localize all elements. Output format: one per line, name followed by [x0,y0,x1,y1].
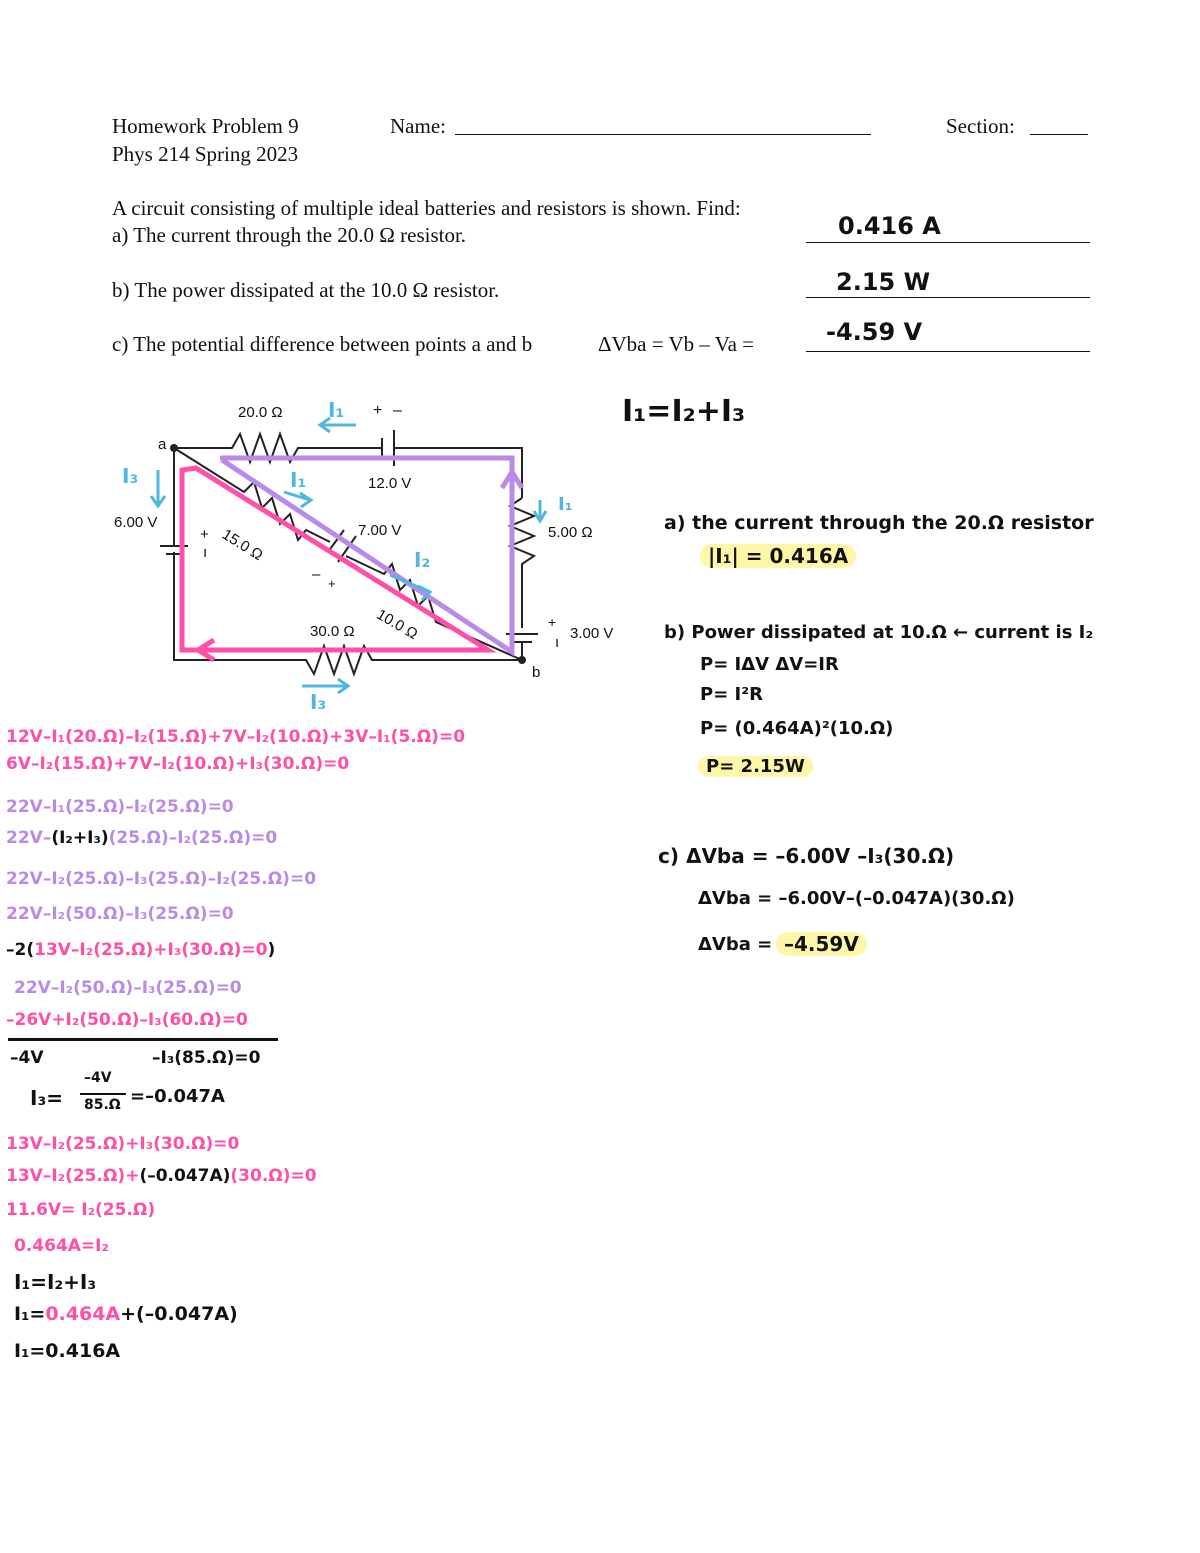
work-a-title: a) the current through the 20.Ω resistor [664,512,1094,534]
work-line-17: I₁=0.464A+(–0.047A) [14,1303,238,1325]
work-line-5: 22V–I₂(25.Ω)–I₃(25.Ω)–I₂(25.Ω)=0 [6,869,317,889]
work-line-13: 13V–I₂(25.Ω)+(–0.047A)(30.Ω)=0 [6,1166,317,1186]
work-line-18: I₁=0.416A [14,1340,121,1362]
work-line-11b: =–0.047A [130,1086,225,1107]
work-line-6: 22V–I₂(50.Ω)–I₃(25.Ω)=0 [6,904,234,924]
work-c-label: ΔVba = [698,934,773,955]
work-line-15: 0.464A=I₂ [14,1236,109,1256]
label-point-a: a [158,436,167,453]
question-c: c) The potential difference between points a and b [112,332,533,356]
label-minus-3v: ı [555,634,560,651]
junction-equation: I₁=I₂+I₃ [622,394,746,429]
work-b-title: b) Power dissipated at 10.Ω ← current is I₂ [664,622,1094,643]
label-i2-diag: I₂ [414,548,431,572]
label-minus-12v: – [393,402,402,419]
work-line-3: 22V–I₁(25.Ω)–I₂(25.Ω)=0 [6,797,234,817]
problem-title: Homework Problem 9 [112,114,299,138]
label-minus-7v: – [312,566,321,583]
label-v7: 7.00 V [358,522,402,539]
label-r5: 5.00 Ω [548,524,593,541]
label-plus-7v: + [328,576,336,591]
answer-b: 2.15 W [836,268,931,296]
sum-rule [8,1038,278,1041]
work-c-answer: –4.59V [776,932,867,956]
label-r10: 10.0 Ω [373,606,421,644]
work-c-line-2: ΔVba = –6.00V–(–0.047A)(30.Ω) [698,888,1015,909]
label-minus-6v: ı [203,544,208,561]
label-plus-6v: + [200,526,209,543]
answer-c: -4.59 V [826,318,923,346]
work-b-line-3: P= (0.464A)²(10.Ω) [700,718,894,739]
work-line-1: 12V–I₁(20.Ω)–I₂(15.Ω)+7V–I₂(10.Ω)+3V–I₁(5.Ω)=0 [6,727,466,747]
label-v12: 12.0 V [368,475,412,492]
section-label: Section: [946,114,1015,138]
question-intro: A circuit consisting of multiple ideal batteries and resistors is shown. Find: [112,196,741,220]
work-line-16: I₁=I₂+I₃ [14,1270,97,1294]
work-line-2: 6V–I₂(15.Ω)+7V–I₂(10.Ω)+I₃(30.Ω)=0 [6,754,350,774]
label-i1-right: I₁ [558,494,573,515]
work-a-answer: |I₁| = 0.416A [700,544,856,568]
label-r30: 30.0 Ω [310,623,355,640]
question-b: b) The power dissipated at the 10.0 Ω resistor. [112,278,500,302]
label-point-b: b [532,664,541,681]
label-v6: 6.00 V [114,514,158,531]
work-line-11-num: –4V [84,1070,112,1086]
fraction-bar [80,1093,126,1095]
label-r15: 15.0 Ω [218,526,266,565]
label-plus-12v: + [373,402,383,419]
question-a: a) The current through the 20.0 Ω resistor. [112,223,467,247]
work-line-10b: –I₃(85.Ω)=0 [152,1048,261,1068]
label-plus-3v: + [548,614,557,630]
label-v3: 3.00 V [570,625,614,642]
work-b-line-1: P= IΔV ΔV=IR [700,654,839,675]
work-line-4: 22V–(I₂+I₃)(25.Ω)–I₂(25.Ω)=0 [6,828,278,848]
work-line-12: 13V–I₂(25.Ω)+I₃(30.Ω)=0 [6,1134,240,1154]
label-i3-bottom: I₃ [310,690,327,714]
work-line-9: –26V+I₂(50.Ω)–I₃(60.Ω)=0 [6,1010,248,1030]
work-b-line-2: P= I²R [700,684,763,705]
work-line-11-den: 85.Ω [84,1097,121,1113]
work-line-11a: I₃= [30,1086,63,1110]
label-i3-left: I₃ [122,464,139,488]
name-label: Name: [390,114,446,138]
work-line-14: 11.6V= I₂(25.Ω) [6,1200,156,1220]
answer-a: 0.416 A [838,212,941,240]
work-b-answer: P= 2.15W [698,756,813,777]
circuit-diagram [0,0,1200,720]
work-line-10a: –4V [10,1048,44,1068]
course-title: Phys 214 Spring 2023 [112,142,299,166]
work-c-line-1: c) ΔVba = –6.00V –I₃(30.Ω) [658,844,955,868]
work-line-8: 22V–I₂(50.Ω)–I₃(25.Ω)=0 [14,978,242,998]
question-c-formula: ΔVba = Vb – Va = [598,332,754,356]
label-i1-diag: I₁ [290,468,307,492]
label-r20: 20.0 Ω [238,404,283,421]
work-line-7: –2(13V–I₂(25.Ω)+I₃(30.Ω)=0) [6,940,276,960]
label-i1-top: I₁ [328,398,345,422]
